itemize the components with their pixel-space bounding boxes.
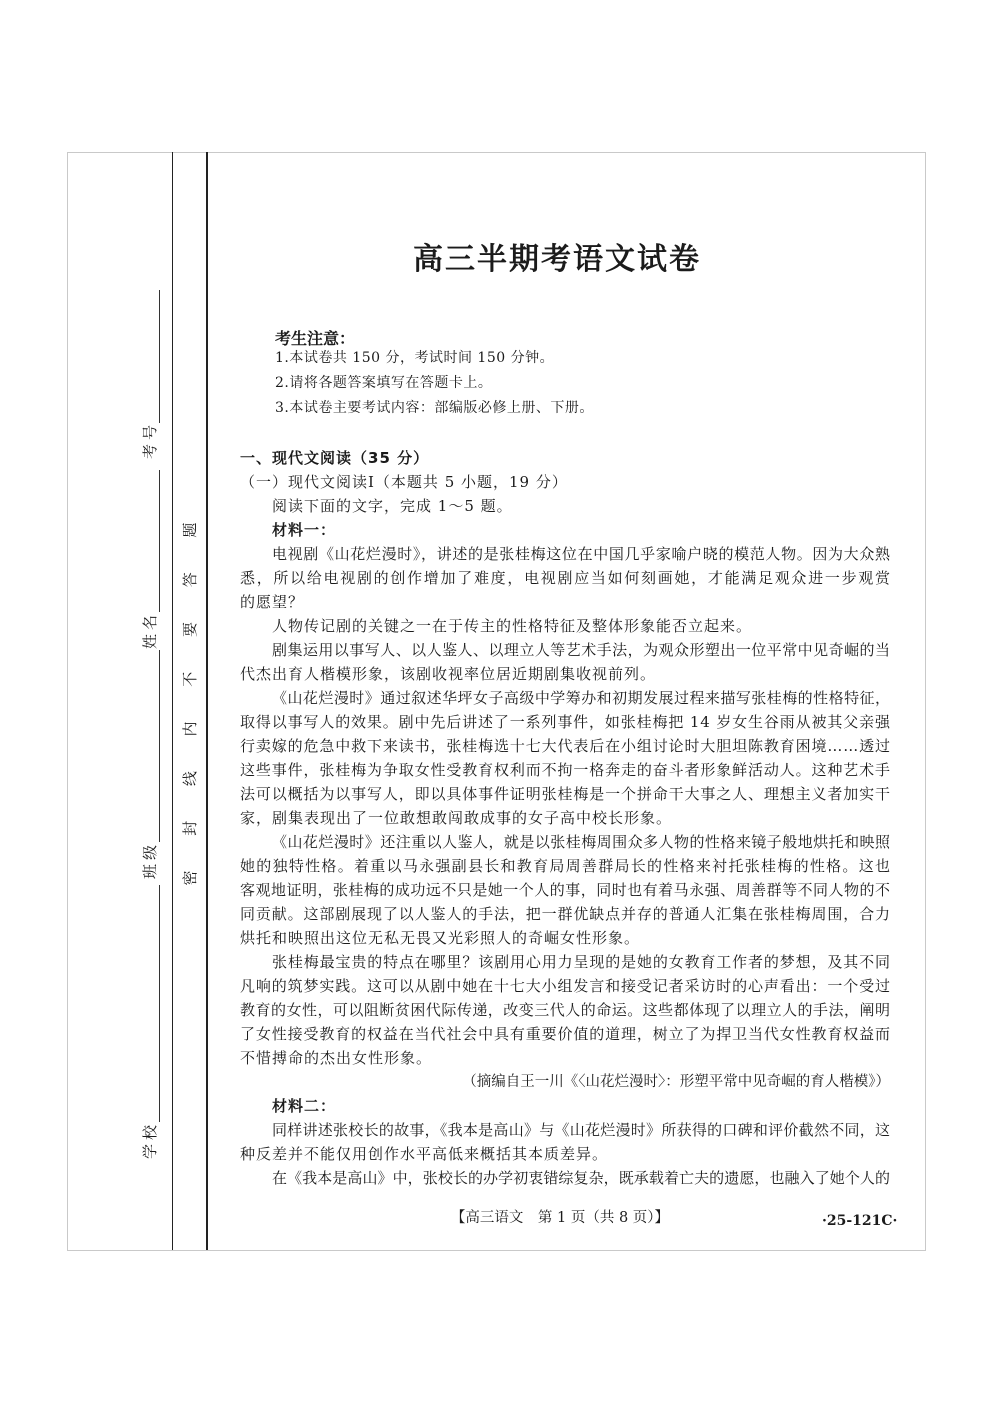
paragraph-line: 悉，所以给电视剧的创作增加了难度，电视剧应当如何刻画她，才能满足观众进一步观赏	[240, 569, 892, 587]
seal-notice-char: 密	[181, 870, 199, 886]
paragraph-line: 同样讲述张校长的故事，《我本是高山》与《山花烂漫时》所获得的口碑和评价截然不同，这	[272, 1121, 891, 1139]
paragraph-line: 在《我本是高山》中，张校长的办学初衷错综复杂，既承载着亡夫的遗愿，也融入了她个人的	[272, 1169, 891, 1187]
section-modern-reading	[240, 446, 890, 1190]
paragraph-line: 电视剧《山花烂漫时》，讲述的是张桂梅这位在中国几乎家喻户晓的模范人物。因为大众熟	[272, 545, 891, 563]
paragraph-line: 教育的女性，可以阻断贫困代际传递，改变三代人的命运。这些都体现了以理立人的手法，阐明	[240, 1001, 891, 1019]
seal-notice-char: 要	[181, 621, 199, 637]
section-subheading: （一）现代文阅读Ⅰ（本题共 5 小题，19 分）	[240, 473, 568, 491]
paragraph-line: 张桂梅最宝贵的特点在哪里？该剧用心用力呈现的是她的女教育工作者的梦想，及其不同	[272, 953, 891, 971]
instruction-item: 3.本试卷主要考试内容：部编版必修上册、下册。	[275, 400, 594, 416]
paragraph-line: 的愿望？	[240, 593, 305, 611]
instructions-heading: 考生注意：	[275, 329, 356, 348]
instructions-list	[275, 346, 594, 421]
material-one-label: 材料一：	[272, 521, 337, 539]
seal-notice-char: 题	[181, 522, 199, 538]
paragraph-line: 不惜搏命的杰出女性形象。	[240, 1049, 433, 1067]
paragraph-line: 种反差并不能仅用创作水平高低来概括其本质差异。	[240, 1145, 609, 1163]
exam-title: 高三半期考语文试卷	[413, 242, 701, 277]
paragraph	[240, 830, 890, 950]
paragraph-line: 了女性接受教育的权益在当代社会中具有重要价值的道理，树立了为捍卫当代女性教育权益而	[240, 1025, 891, 1043]
binding-line-inner	[172, 152, 173, 1250]
seal-notice-char: 封	[181, 820, 199, 836]
class-blank	[159, 650, 160, 842]
paragraph	[240, 542, 890, 614]
paragraph-line: 客观地证明，张桂梅的成功远不只是她一个人的事，同时也有着马永强、周善群等不同人物的不	[240, 881, 891, 899]
paper-code: ·25-121C·	[822, 1213, 898, 1229]
binding-line-outer	[206, 152, 208, 1250]
paragraph-line: 同贡献。这部剧展现了以人鉴人的手法，把一群优缺点并存的普通人汇集在张桂梅周围，合力	[240, 905, 891, 923]
paragraph-line: 剧集运用以事写人、以人鉴人、以理立人等艺术手法，为观众形塑出一位平常中见奇崛的当	[272, 641, 891, 659]
instruction-item: 1.本试卷共 150 分，考试时间 150 分钟。	[275, 350, 555, 366]
paragraph	[240, 950, 890, 1070]
paragraph-line: 家，剧集表现出了一位敢想敢闯敢成事的女子高中校长形象。	[240, 809, 673, 827]
name-label: 姓名	[141, 610, 159, 650]
paragraph-line: 烘托和映照出这位无私无畏又光彩照人的奇崛女性形象。	[240, 929, 641, 947]
section-heading: 一、现代文阅读（35 分）	[240, 449, 430, 467]
paragraph-line: 《山花烂漫时》通过叙述华坪女子高级中学筹办和初期发展过程来描写张桂梅的性格特征，	[272, 689, 891, 707]
seal-notice-char: 内	[181, 721, 199, 737]
seal-notice-char: 不	[181, 671, 199, 687]
exam-number-blank	[159, 290, 160, 423]
name-blank	[159, 470, 160, 612]
paragraph	[240, 638, 890, 686]
paragraph-line: 这些事件，张桂梅为争取女性受教育权利而不拘一格奔走的奋斗者形象鲜活动人。这种艺术手	[240, 761, 891, 779]
school-label: 学校	[141, 1120, 159, 1160]
paragraph-line: 法可以概括为以事写人，即以具体事件证明张桂梅是一个拼命干大事之人、理想主义者加实干	[240, 785, 891, 803]
page-footer: 【高三语文 第 1 页（共 8 页）】	[450, 1210, 670, 1226]
instruction-item: 2.请将各题答案填写在答题卡上。	[275, 375, 493, 391]
reading-direction: 阅读下面的文字，完成 1～5 题。	[272, 497, 513, 515]
source-citation: （摘编自王一川《〈山花烂漫时〉：形塑平常中见奇崛的育人楷模》）	[462, 1074, 890, 1090]
seal-notice-char: 线	[181, 771, 199, 787]
class-label: 班级	[141, 840, 159, 880]
paragraph-line: 她的独特性格。着重以马永强副县长和教育局周善群局长的性格来衬托张桂梅的性格。这也	[240, 857, 892, 875]
paragraph	[240, 686, 890, 830]
paragraph-line: 凡响的筑梦实践。这可以从剧中她在十七大小组发言和接受记者采访时的心声看出：一个受过	[240, 977, 891, 995]
school-blank	[159, 885, 160, 1122]
seal-line-notice	[181, 523, 199, 886]
paragraph-line: 人物传记剧的关键之一在于传主的性格特征及整体形象能否立起来。	[272, 617, 753, 635]
paragraph-line: 取得以事写人的效果。剧中先后讲述了一系列事件，如张桂梅把 14 岁女生谷雨从被其父亲强	[240, 713, 891, 731]
paragraph	[240, 614, 890, 638]
material-two-label: 材料二：	[272, 1097, 337, 1115]
exam-number-label: 考号	[141, 420, 159, 460]
paragraph	[240, 1118, 890, 1166]
paragraph	[240, 1166, 890, 1190]
paragraph-line: 代杰出育人楷模形象，该剧收视率位居近期剧集收视前列。	[240, 665, 657, 683]
paragraph-line: 《山花烂漫时》还注重以人鉴人，就是以张桂梅周围众多人物的性格来镜子般地烘托和映照	[272, 833, 891, 851]
paragraph-line: 行卖嫁的危急中救下来读书，张桂梅选十七大代表后在小组讨论时大胆坦陈教育困境……透过	[240, 737, 891, 755]
seal-notice-char: 答	[181, 572, 199, 588]
